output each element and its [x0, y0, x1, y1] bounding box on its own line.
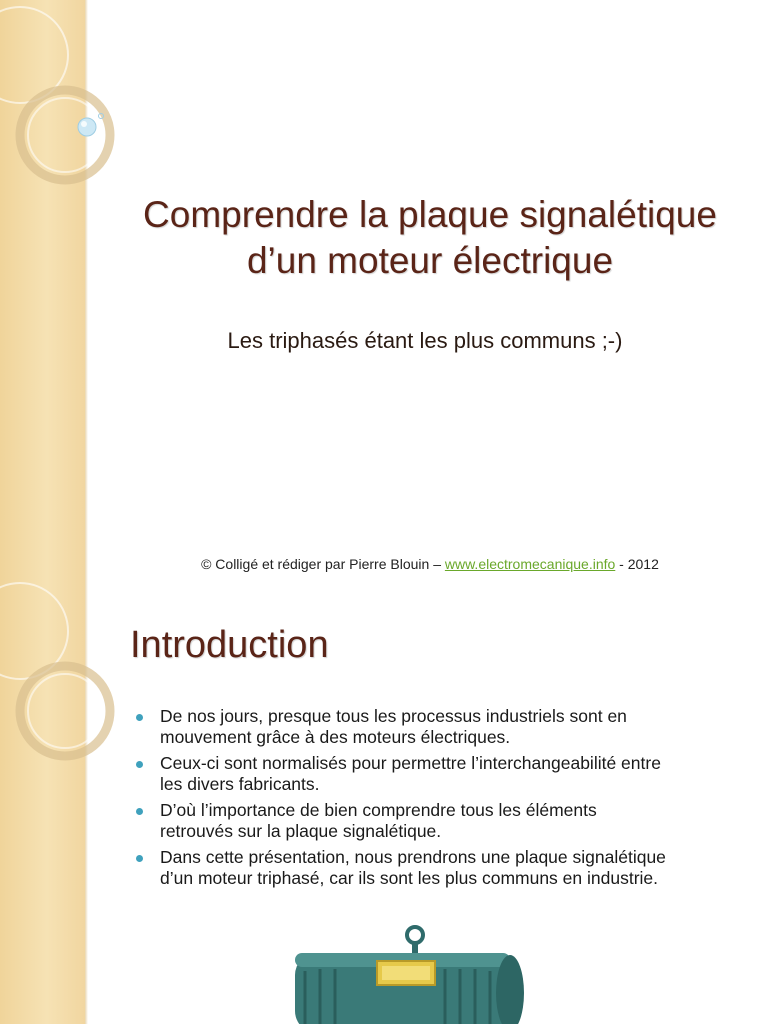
slide-subtitle: Les triphasés étant les plus communs ;-) [227, 328, 623, 353]
credit-suffix: - 2012 [615, 556, 659, 572]
bullet-text-line-1: De nos jours, presque tous les processus industriels sont en [160, 706, 627, 726]
slide-title [100, 192, 760, 284]
decorative-rings [0, 576, 140, 776]
credit-line [100, 556, 760, 572]
decorative-rings [0, 0, 140, 200]
bullet-dot [136, 855, 143, 862]
bullet-text-line-2: mouvement grâce à des moteurs électriques. [160, 727, 511, 747]
introduction-slide [0, 576, 768, 1024]
bullet-text-line-2: d’un moteur triphasé, car ils sont les plus communs en industrie. [160, 868, 659, 888]
bullet-dot [136, 714, 143, 721]
website-link[interactable]: www.electromecanique.info [444, 556, 616, 572]
bullet-dot [136, 808, 143, 815]
bullet-list [132, 706, 742, 894]
intro-title: Introduction [130, 624, 329, 666]
bullet-text-line-1: D’où l’importance de bien comprendre tous les éléments [160, 800, 597, 820]
bullet-text-line-1: Ceux-ci sont normalisés pour permettre l’interchangeabilité entre [160, 753, 661, 773]
bullet-text-line-1: Dans cette présentation, nous prendrons une plaque signalétique [160, 847, 666, 867]
credit-prefix: © Colligé et rédiger par Pierre Blouin – [201, 556, 445, 572]
bullet-item [132, 706, 742, 748]
title-line-1: Comprendre la plaque signalétique [143, 194, 717, 235]
title-line-2: d’un moteur électrique [246, 240, 614, 281]
bullet-item [132, 800, 742, 842]
bullet-dot [136, 761, 143, 768]
bullet-item [132, 847, 742, 889]
bullet-text-line-2: les divers fabricants. [160, 774, 320, 794]
bullet-item [132, 753, 742, 795]
electric-motor-image [285, 921, 525, 1024]
bullet-text-line-2: retrouvés sur la plaque signalétique. [160, 821, 442, 841]
